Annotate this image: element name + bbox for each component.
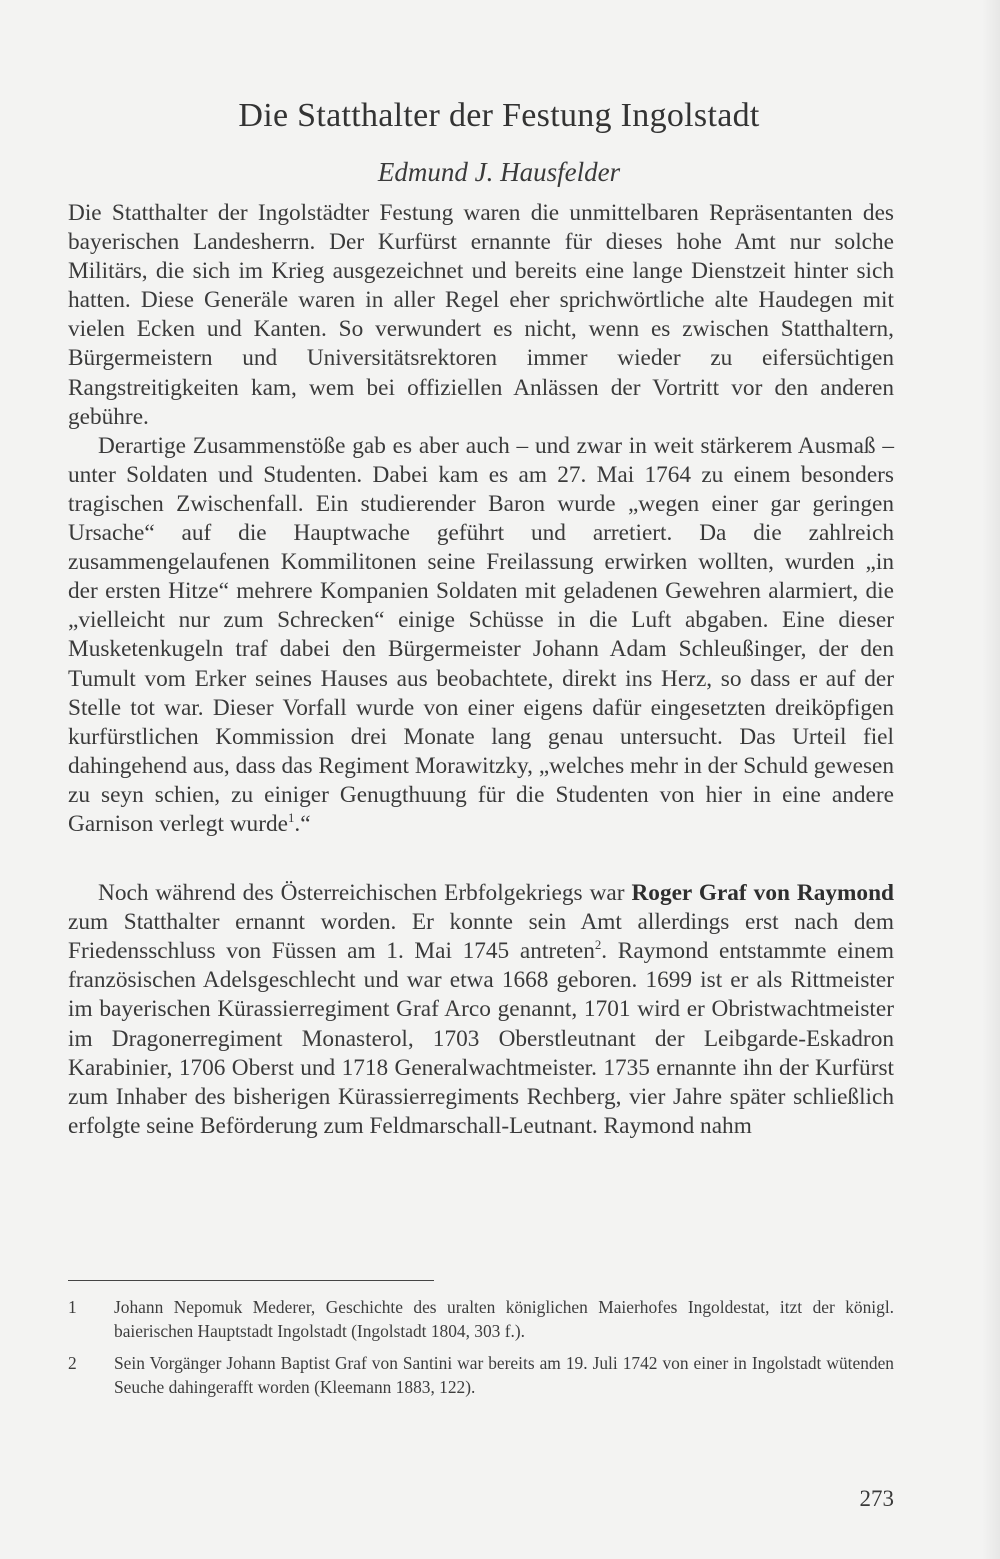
paragraph-1 [68, 199, 894, 432]
footnote-separator [68, 1280, 434, 1281]
footnotes [68, 1295, 894, 1407]
page-edge-shadow [982, 0, 1000, 1559]
footnote-ref-1[interactable]: 1 [287, 811, 295, 826]
page-number: 273 [859, 1486, 894, 1511]
footnote-text: Johann Nepomuk Mederer, Geschichte des uralten königlichen Maierhofes Ingoldestat, itzt der königl. baierischen Hauptstadt Ingolstadt (Ingolstadt 1804, 303 f.). [114, 1297, 894, 1341]
paragraph-2-text: Derartige Zusammenstöße gab es aber auch – und zwar in weit stärkerem Ausmaß – unter Soldaten und Studenten. Dabei kam es am 27. Mai 1764 zu einem besonders tragischen Zwischenfall. Ein studierender Baron wurde „wegen einer gar geringen Ursache“ auf die Hauptwache geführt und arretiert. Da die zahlreich zusammengelaufenen Kommilitonen seine Freilassung erwirken wollten, wurden „in der ersten Hitze“ mehrere Kompanien Soldaten mit geladenen Gewehren alarmiert, die „vielleicht nur zum Schrecken“ einige Schüsse in die Luft abgaben. Eine dieser Musketenkugeln traf dabei den Bürgermeister Johann Adam Schleußinger, der den Tumult vom Erker seines Hauses aus beobachtete, direkt ins Herz, so dass er auf der Stelle tot war. Dieser Vorfall wurde von einer eigens dafür eingesetzten dreiköpfigen kurfürstlichen Kommission drei Monate lang genau untersucht. Das Urteil fiel dahingehend aus, dass das Regiment Morawitzky, „welches mehr in der Schuld gewesen zu seyn schien, zu einiger Genugthuung für die Studenten von hier in eine andere Garnison verlegt wurde [68, 432, 894, 837]
paragraph-3-middle: zum Statthalter ernannt worden. Er konnte sein Amt allerdings erst nach dem Friedensschluss von Füssen am 1. Mai 1745 antreten [68, 909, 894, 965]
person-name-bold: Roger Graf von Raymond [631, 880, 894, 907]
footnote-number: 2 [68, 1353, 77, 1373]
paragraph-3-end: . Raymond entstammte einem französischen Adelsgeschlecht und war etwa 1668 geboren. 1699 ist er als Rittmeister im bayerischen Kürassierregiment Graf Arco genannt, 1701 wird er Obristwachtmeister im Dragonerregiment Monasterol, 1703 Oberstleutnant der Leibgarde-Eskadron Karabinier, 1706 Oberst und 1718 Generalwachtmeister. 1735 ernannte ihn der Kurfürst zum Inhaber des bisherigen Kürassierregiments Rechberg, vier Jahre später schließlich erfolgte seine Beförderung zum Feldmarschall-Leutnant. Raymond nahm [68, 938, 894, 1139]
paragraph-2-end: .“ [294, 810, 311, 837]
article-title: Die Statthalter der Festung Ingolstadt [238, 97, 760, 134]
article-author: Edmund J. Hausfelder [377, 157, 621, 187]
article-body [68, 199, 894, 1141]
footnote-text: Sein Vorgänger Johann Baptist Graf von Santini war bereits am 19. Juli 1742 von einer in Ingolstadt wütenden Seuche dahingerafft worden (Kleemann 1883, 122). [114, 1353, 894, 1397]
paragraph-2 [68, 432, 894, 839]
paragraph-1-text: Die Statthalter der Ingolstädter Festung waren die unmittelbaren Repräsentanten des bayerischen Landesherrn. Der Kurfürst ernannte für dieses hohe Amt nur solche Militärs, die sich im Krieg ausgezeichnet und bereits eine lange Dienstzeit hinter sich hatten. Diese Generäle waren in aller Regel eher sprichwörtliche alte Haudegen mit vielen Ecken und Kanten. So verwundert es nicht, wenn es zwischen Statthaltern, Bürgermeistern und Universitätsrektoren immer wieder zu eifersüchtigen Rangstreitigkeiten kam, wem bei offiziellen Anlässen der Vortritt vor den anderen gebühre. [68, 200, 894, 430]
paragraph-3-start: Noch während des Österreichischen Erbfolgekriegs war [98, 880, 632, 907]
paragraph-3 [68, 879, 894, 1141]
footnote-1 [68, 1295, 894, 1343]
footnote-number: 1 [68, 1297, 77, 1317]
footnote-ref-2[interactable]: 2 [594, 938, 602, 953]
footnote-2 [68, 1351, 894, 1399]
